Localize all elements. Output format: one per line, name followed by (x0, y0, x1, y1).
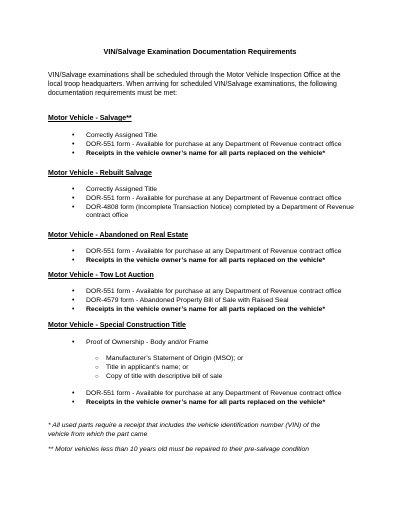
bullet-icon: • (72, 297, 75, 304)
list-item: DOR-551 form - Available for purchase at any Department of Revenue contract office (86, 141, 342, 148)
list-item: Receipts in the vehicle owner’s name for all parts replaced on the vehicle* (86, 150, 326, 157)
bullet-icon: • (72, 399, 75, 406)
list-item: DOR-551 form - Available for purchase at any Department of Revenue contract office (86, 390, 342, 397)
list-item: DOR-551 form - Available for purchase at any Department of Revenue contract office (86, 248, 342, 255)
bullet-icon: • (72, 390, 75, 397)
list-item: Receipts in the vehicle owner’s name for all parts replaced on the vehicle* (86, 306, 326, 313)
list-item: DOR-4808 form (Incomplete Transaction Notice) completed by a Department of Revenue contract office (86, 204, 354, 219)
bullet-icon: • (72, 288, 75, 295)
section-heading-salvage: Motor Vehicle - Salvage** (48, 115, 132, 122)
bullet-icon: • (72, 248, 75, 255)
sub-list-item: Title in applicant’s name; or (106, 364, 189, 371)
list-item: Correctly Assigned Title (86, 186, 158, 193)
footnote-vehicle-age: ** Motor vehicles less than 10 years old must be repaired to their pre-salvage condition (48, 446, 310, 453)
section-heading-special-construction: Motor Vehicle - Special Construction Title (48, 322, 186, 329)
list-item: DOR-551 form - Available for purchase at any Department of Revenue contract office (86, 288, 342, 295)
list-item: Receipts in the vehicle owner’s name for all parts replaced on the vehicle* (86, 257, 326, 264)
intro-line: VIN/Salvage examinations shall be scheduled through the Motor Vehicle Inspection Office at the (48, 72, 341, 79)
footnote-parts-receipt: * All used parts require a receipt that includes the vehicle identification number (VIN) of the vehicle from which the part came (48, 422, 321, 438)
bullet-icon: • (72, 132, 75, 139)
list-item: DOR-551 form - Available for purchase at any Department of Revenue contract office (86, 195, 342, 202)
sub-bullet-icon: ○ (95, 374, 99, 380)
intro-line: local troop headquarters. When arriving for scheduled VIN/Salvage examinations, the following (48, 81, 337, 88)
list-item: Proof of Ownership - Body and/or Frame (86, 339, 209, 346)
bullet-icon: • (72, 150, 75, 157)
sub-list-item: Manufacturer’s Statement of Origin (MSO); or (106, 355, 244, 362)
bullet-icon: • (72, 141, 75, 148)
bullet-icon: • (72, 195, 75, 202)
section-heading-abandoned: Motor Vehicle - Abandoned on Real Estate (48, 232, 189, 239)
bullet-icon: • (72, 204, 75, 211)
sub-list-item: Copy of title with descriptive bill of sale (106, 373, 223, 380)
list-item: Receipts in the vehicle owner’s name for all parts replaced on the vehicle* (86, 399, 326, 406)
bullet-icon: • (72, 257, 75, 264)
bullet-icon: • (72, 186, 75, 193)
list-item: Correctly Assigned Title (86, 132, 158, 139)
sub-bullet-icon: ○ (95, 365, 99, 371)
list-item: DOR-4579 form - Abandoned Property Bill of Sale with Raised Seal (86, 297, 289, 304)
section-heading-rebuilt-salvage: Motor Vehicle - Rebuilt Salvage (48, 170, 152, 177)
intro-line: documentation requirements must be met: (48, 90, 178, 97)
sub-bullet-icon: ○ (95, 356, 99, 362)
page-title: VIN/Salvage Examination Documentation Requirements (103, 47, 297, 56)
bullet-icon: • (72, 306, 75, 313)
bullet-icon: • (72, 339, 75, 346)
section-heading-tow-lot: Motor Vehicle - Tow Lot Auction (48, 272, 154, 279)
